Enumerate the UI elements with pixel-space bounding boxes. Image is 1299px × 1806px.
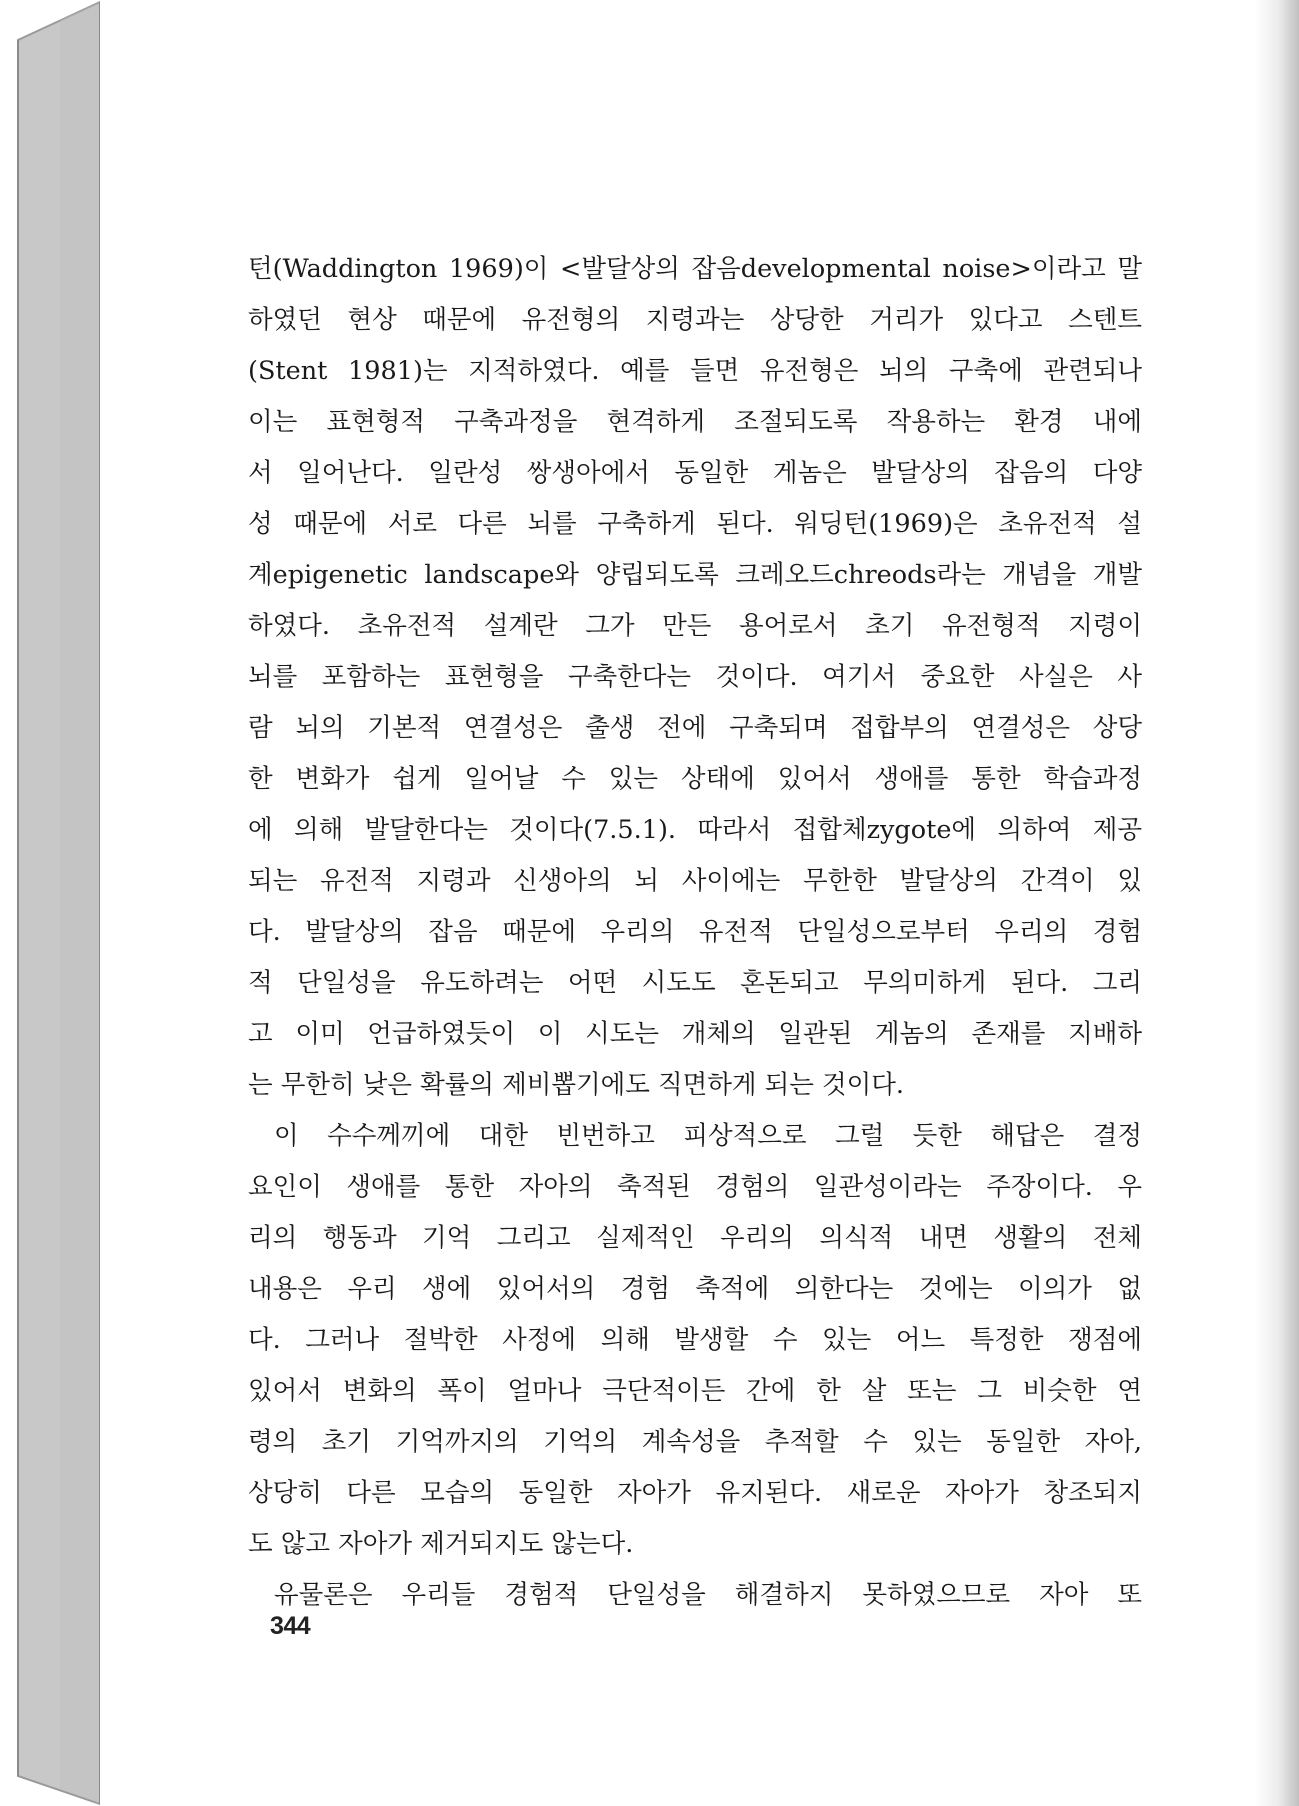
text-line: 다. 그러나 절박한 사정에 의해 발생할 수 있는 어느 특정한 쟁점에 <box>248 1325 1142 1355</box>
text-line: 령의 초기 기억까지의 기억의 계속성을 추적할 수 있는 동일한 자아, <box>248 1427 1142 1457</box>
text-line: (Stent 1981)는 지적하였다. 예를 들면 유전형은 뇌의 구축에 관련되나 <box>248 356 1142 386</box>
text-line: 있어서 변화의 폭이 얼마나 극단적이든 간에 한 살 또는 그 비슷한 연 <box>248 1376 1142 1406</box>
text-line: 한 변화가 쉽게 일어날 수 있는 상태에 있어서 생애를 통한 학습과정 <box>248 764 1142 794</box>
text-line: 람 뇌의 기본적 연결성은 출생 전에 구축되며 접합부의 연결성은 상당 <box>248 713 1142 743</box>
page-number: 344 <box>270 1612 311 1640</box>
text-line: 내용은 우리 생에 있어서의 경험 축적에 의한다는 것에는 이의가 없 <box>248 1274 1142 1304</box>
text-line: 뇌를 포함하는 표현형을 구축한다는 것이다. 여기서 중요한 사실은 사 <box>248 662 1142 692</box>
text-line: 유물론은 우리들 경험적 단일성을 해결하지 못하였으므로 자아 또 <box>274 1580 1142 1610</box>
text-line: 적 단일성을 유도하려는 어떤 시도도 혼돈되고 무의미하게 된다. 그리 <box>248 968 1142 998</box>
text-line: 상당히 다른 모습의 동일한 자아가 유지된다. 새로운 자아가 창조되지 <box>248 1478 1142 1508</box>
text-line: 요인이 생애를 통한 자아의 축적된 경험의 일관성이라는 주장이다. 우 <box>248 1172 1142 1202</box>
text-line: 턴(Waddington 1969)이 <발달상의 잡음developmental noise>이라고 말 <box>248 254 1142 284</box>
text-line: 도 않고 자아가 제거되지도 않는다. <box>248 1529 634 1559</box>
text-line: 성 때문에 서로 다른 뇌를 구축하게 된다. 워딩턴(1969)은 초유전적 설 <box>248 509 1142 539</box>
text-line: 서 일어난다. 일란성 쌍생아에서 동일한 게놈은 발달상의 잡음의 다양 <box>248 458 1142 488</box>
text-line: 되는 유전적 지령과 신생아의 뇌 사이에는 무한한 발달상의 간격이 있 <box>248 866 1142 896</box>
text-line: 계epigenetic landscape와 양립되도록 크레오드chreods라는 개념을 개발 <box>248 560 1142 590</box>
text-line: 다. 발달상의 잡음 때문에 우리의 유전적 단일성으로부터 우리의 경험 <box>248 917 1142 947</box>
page-edge-shadow <box>1254 0 1299 1806</box>
text-line: 리의 행동과 기억 그리고 실제적인 우리의 의식적 내면 생활의 전체 <box>248 1223 1142 1253</box>
text-line: 하였다. 초유전적 설계란 그가 만든 용어로서 초기 유전형적 지령이 <box>248 611 1142 641</box>
body-text <box>248 244 1142 1621</box>
text-line: 는 무한히 낮은 확률의 제비뽑기에도 직면하게 되는 것이다. <box>248 1070 905 1100</box>
text-line: 이는 표현형적 구축과정을 현격하게 조절되도록 작용하는 환경 내에 <box>248 407 1142 437</box>
text-line: 이 수수께끼에 대한 빈번하고 피상적으로 그럴 듯한 해답은 결정 <box>274 1121 1142 1151</box>
text-line: 하였던 현상 때문에 유전형의 지령과는 상당한 거리가 있다고 스텐트 <box>248 305 1142 335</box>
text-line: 고 이미 언급하였듯이 이 시도는 개체의 일관된 게놈의 존재를 지배하 <box>248 1019 1142 1049</box>
text-line: 에 의해 발달한다는 것이다(7.5.1). 따라서 접합체zygote에 의하여 제공 <box>248 815 1142 845</box>
